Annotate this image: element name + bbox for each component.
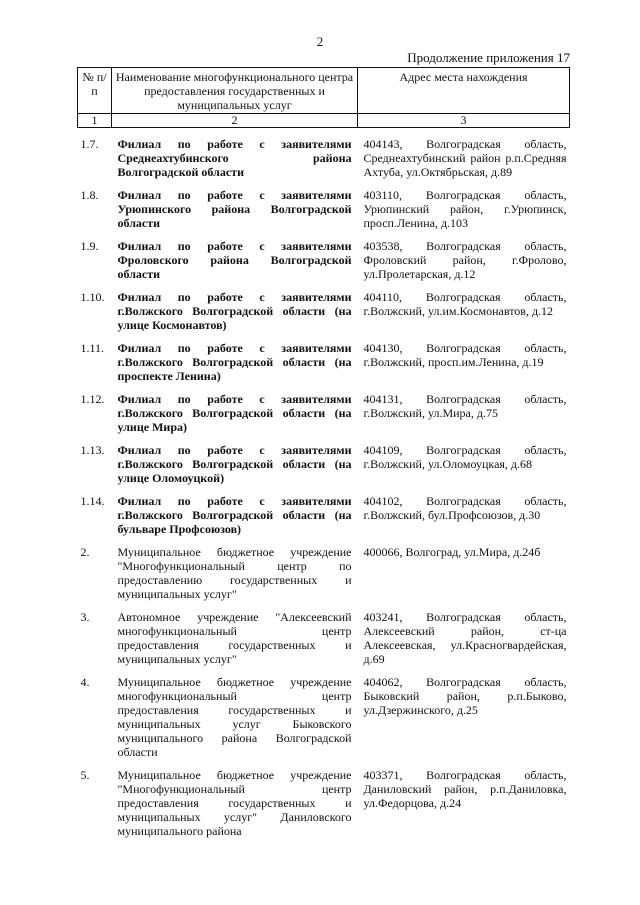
table-row xyxy=(78,392,570,434)
row-spacer xyxy=(78,179,570,188)
center-address: 403371, Волгоградская область, Даниловский район, р.п.Даниловка, ул.Федорцова, д.24 xyxy=(363,768,567,810)
row-spacer-cell xyxy=(78,383,570,392)
center-name: Филиал по работе с заявителями г.Волжского Волгоградской области (на улице Мира) xyxy=(117,392,352,434)
center-name: Филиал по работе с заявителями Среднеахтубинского района Волгоградской области xyxy=(117,137,352,179)
row-number: 1.10. xyxy=(80,290,105,304)
table-row xyxy=(78,675,570,759)
row-number: 1.8. xyxy=(80,188,99,202)
row-spacer xyxy=(78,666,570,675)
center-address: 403538, Волгоградская область, Фроловский район, г.Фролово, ул.Пролетарская, д.12 xyxy=(363,239,567,281)
row-spacer xyxy=(78,230,570,239)
center-address: 404109, Волгоградская область, г.Волжский, ул.Оломоуцкая, д.68 xyxy=(363,443,567,471)
row-spacer xyxy=(78,536,570,545)
center-address: 404102, Волгоградская область, г.Волжский, бул.Профсоюзов, д.30 xyxy=(363,494,567,522)
row-number: 3. xyxy=(80,610,90,624)
row-number: 1.14. xyxy=(80,494,105,508)
table-row xyxy=(78,239,570,281)
center-address: 404062, Волгоградская область, Быковский район, р.п.Быково, ул.Дзержинского, д.25 xyxy=(363,675,567,717)
row-spacer xyxy=(78,759,570,768)
row-spacer xyxy=(78,383,570,392)
center-name: Филиал по работе с заявителями г.Волжского Волгоградской области (на улице Оломоуцкой) xyxy=(117,443,352,485)
appendix-continuation: Продолжение приложения 17 xyxy=(407,50,570,65)
row-spacer-cell xyxy=(78,759,570,768)
header-number: № п/п xyxy=(78,68,112,114)
center-name: Филиал по работе с заявителями Фроловского района Волгоградской области xyxy=(117,239,352,281)
table-row xyxy=(78,188,570,230)
center-name: Автономное учреждение "Алексеевский многофункциональный центр предоставления государственных и муниципальных услуг" xyxy=(117,610,352,666)
table-row xyxy=(78,137,570,179)
row-spacer-cell xyxy=(78,666,570,675)
row-spacer-cell xyxy=(78,485,570,494)
header-name: Наименование многофункционального центра предоставления государственных и муниципальных услуг xyxy=(112,68,358,114)
row-spacer xyxy=(78,601,570,610)
row-spacer-cell xyxy=(78,128,570,138)
row-spacer-cell xyxy=(78,230,570,239)
row-number: 2. xyxy=(80,545,90,559)
header-address: Адрес места нахождения xyxy=(358,68,570,114)
row-spacer xyxy=(78,332,570,341)
row-spacer-cell xyxy=(78,179,570,188)
row-spacer-cell xyxy=(78,281,570,290)
row-spacer xyxy=(78,128,570,138)
table-row xyxy=(78,494,570,536)
center-address: 404110, Волгоградская область, г.Волжский, ул.им.Космонавтов, д.12 xyxy=(363,290,567,318)
center-name: Филиал по работе с заявителями г.Волжского Волгоградской области (на проспекте Ленина) xyxy=(117,341,352,383)
row-number: 4. xyxy=(80,675,90,689)
table-row xyxy=(78,768,570,838)
center-address: 403241, Волгоградская область, Алексеевский район, ст-ца Алексеевская, ул.Красногвардейская, д.69 xyxy=(363,610,567,666)
center-name: Муниципальное бюджетное учреждение "Многофункциональный центр по предоставлению государственных и муниципальных услуг" xyxy=(117,545,352,601)
column-number-2: 2 xyxy=(112,114,358,128)
column-number-3: 3 xyxy=(358,114,570,128)
center-address: 404130, Волгоградская область, г.Волжский, просп.им.Ленина, д.19 xyxy=(363,341,567,369)
row-spacer xyxy=(78,281,570,290)
center-address: 404143, Волгоградская область, Среднеахтубинский район р.п.Средняя Ахтуба, ул.Октябрьская, д.89 xyxy=(363,137,567,179)
row-number: 1.13. xyxy=(80,443,105,457)
row-spacer xyxy=(78,485,570,494)
row-number: 1.12. xyxy=(80,392,105,406)
column-numbering-row xyxy=(78,114,570,128)
center-address: 403110, Волгоградская область, Урюпинский район, г.Урюпинск, просп.Ленина, д.103 xyxy=(363,188,567,230)
center-name: Муниципальное бюджетное учреждение "Многофункциональный центр предоставления государственных и муниципальных услуг" Даниловского муниципального района xyxy=(117,768,352,838)
row-spacer-cell xyxy=(78,601,570,610)
center-name: Филиал по работе с заявителями г.Волжского Волгоградской области (на бульваре Профсоюзов) xyxy=(117,494,352,536)
center-name: Муниципальное бюджетное учреждение многофункциональный центр предоставления государственных и муниципальных услуг Быковского муниципального района Волгоградской области xyxy=(117,675,352,759)
table-row xyxy=(78,443,570,485)
column-number-1: 1 xyxy=(78,114,112,128)
table-body xyxy=(78,128,570,839)
center-name: Филиал по работе с заявителями Урюпинского района Волгоградской области xyxy=(117,188,352,230)
row-spacer-cell xyxy=(78,332,570,341)
center-address: 404131, Волгоградская область, г.Волжский, ул.Мира, д.75 xyxy=(363,392,567,420)
row-spacer-cell xyxy=(78,434,570,443)
row-number: 1.9. xyxy=(80,239,99,253)
table-row xyxy=(78,290,570,332)
row-number: 1.11. xyxy=(80,341,105,355)
table-row xyxy=(78,341,570,383)
mfc-table xyxy=(77,67,570,838)
row-number: 5. xyxy=(80,768,90,782)
row-number: 1.7. xyxy=(80,137,99,151)
center-address: 400066, Волгоград, ул.Мира, д.24б xyxy=(363,545,541,559)
row-spacer xyxy=(78,434,570,443)
table-row xyxy=(78,610,570,666)
center-name: Филиал по работе с заявителями г.Волжского Волгоградской области (на улице Космонавтов) xyxy=(117,290,352,332)
table-header-row xyxy=(78,68,570,114)
page-number: 2 xyxy=(316,34,324,49)
row-spacer-cell xyxy=(78,536,570,545)
table-row xyxy=(78,545,570,601)
